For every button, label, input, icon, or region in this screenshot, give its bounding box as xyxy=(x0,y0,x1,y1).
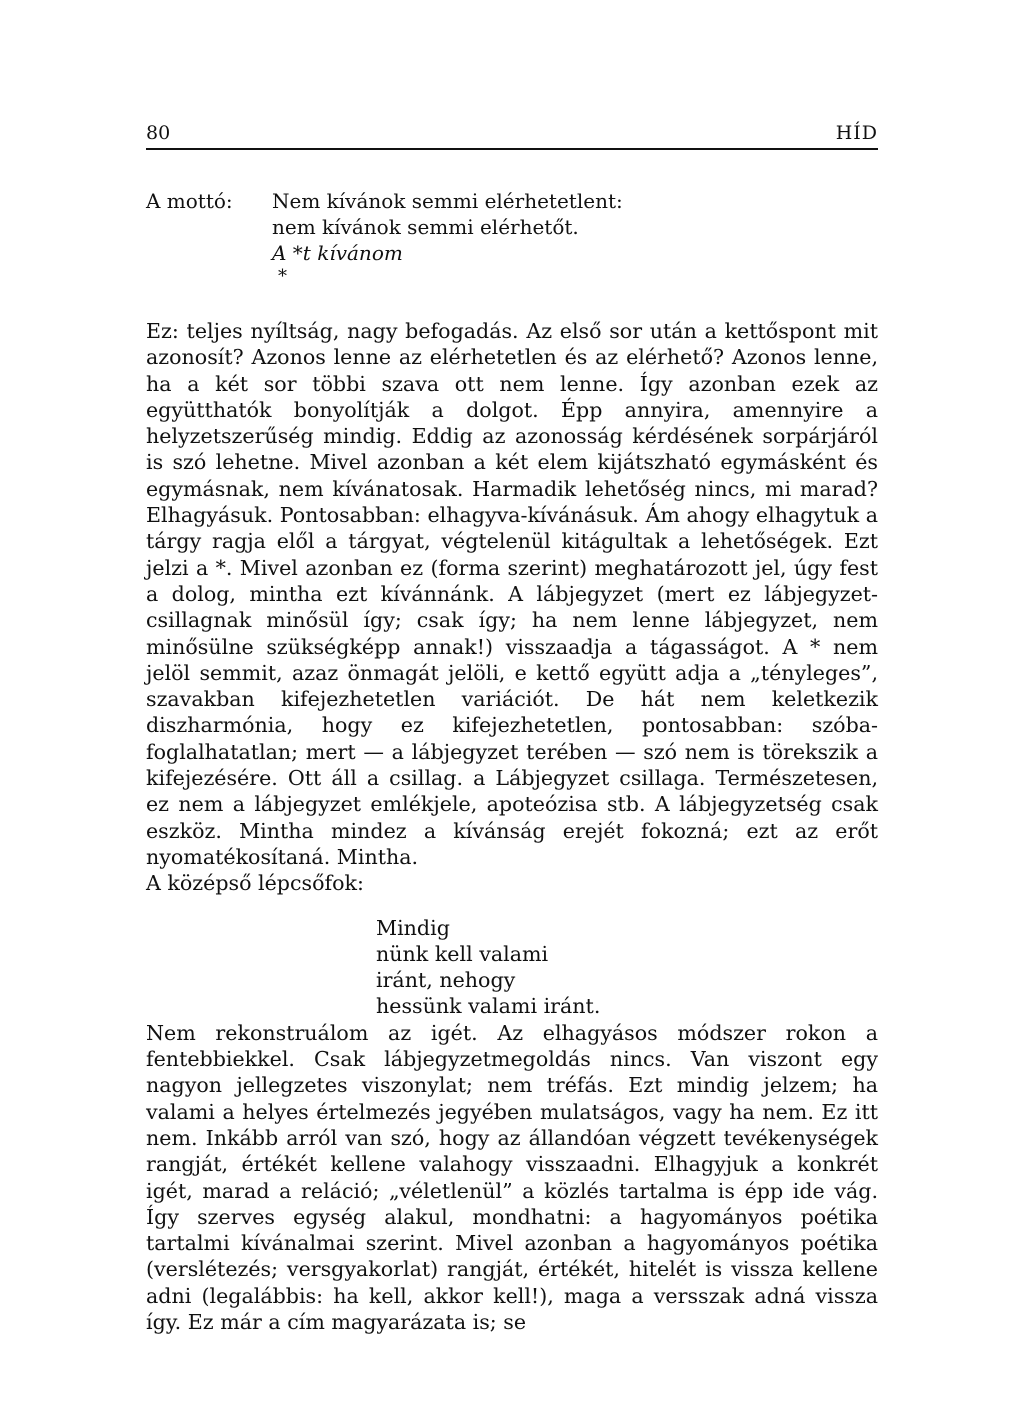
paragraph-1: Ez: teljes nyíltság, nagy befogadás. Az első sor után a kettőspont mit azonosít? Azonos lenne az elérhetetlen és az elérhető? Azonos lenne, ha a két sor többi szava ott nem lenne. Így azonban ezek az együtthatók bonyolítják a dolgot. Épp annyira, amennyire a helyzetszerűség mindig. Eddig az azonosság kérdésének sorpárjáról is szó lehetne. Mivel azonban a két elem kijátszható egymásként és egymásnak, nem kívánatosak. Harmadik lehetőség nincs, mi marad? Elhagyásuk. Pontosabban: elhagyva-kívánásuk. Ám ahogy elhagytuk a tárgy ragja elől a tárgyat, végtelenül kitágultak a lehetőségek. Ezt jelzi a *. Mivel azonban ez (forma szerint) meghatározott jel, úgy fest a dolog, mintha ezt kívánnánk. A lábjegyzet (mert ez lábjegyzet-csillagnak minősül így; csak így; ha nem lenne lábjegyzet, nem minősülne szükségképp annak!) visszaadja a tágasságot. A * nem jelöl semmit, azaz önmagát jelöli, e kettő együtt adja a „tényleges”, szavakban kifejezhetetlen variációt. De hát nem keletkezik diszharmónia, hogy ez kifejezhetetlen, pontosabban: szóba-foglalhatatlan; mert — a lábjegyzet terében — szó nem is törekszik a kifejezésére. Ott áll a csillag. a Lábjegyzet csillaga. Természetesen, ez nem a lábjegyzet emlékjele, apoteózisa stb. A lábjegyzetség csak eszköz. Mintha mindez a kívánság erejét fokozná; ezt az erőt nyomatékosítaná. Mintha. xyxy=(146,319,878,869)
footnote-star: * xyxy=(278,266,287,287)
verse-block xyxy=(376,915,878,1020)
motto-first-row xyxy=(146,188,878,214)
verse-line-4: hessünk valami iránt. xyxy=(376,994,601,1019)
middle-step-label: A középső lépcsőfok: xyxy=(146,871,364,896)
motto-line-1: Nem kívánok semmi elérhetetlent: xyxy=(272,189,623,213)
paragraph-2: Nem rekonstruálom az igét. Az elhagyásos módszer rokon a fentebbiekkel. Csak lábjegyzetmegoldás nincs. Van viszont egy nagyon jellegzetes viszonylat; nem tréfás. Ezt mindig jelzem; ha valami a helyes értelmezés jegyében mulatságos, vagy ha nem. Ez itt nem. Inkább arról van szó, hogy az állandóan végzett tevékenységek rangját, értékét kellene valahogy visszaadni. Elhagyjuk a konkrét igét, marad a reláció; „véletlenül” a közlés tartalma is épp ide vág. Így szerves egység alakul, mondhatni: a hagyományos poétika tartalmi kívánalmai szerint. Mivel azonban a hagyományos poétika (verslétezés; versgyakorlat) rangját, értékét, hitelét is vissza kellene adni (legalábbis: ha kell, akkor kell!), maga a versszak adná vissza így. Ez már a cím magyarázata is; se xyxy=(146,1020,878,1334)
page-number: 80 xyxy=(146,122,171,144)
motto-label: A mottó: xyxy=(146,189,233,213)
verse-line-1: Mindig xyxy=(376,915,450,940)
body-text xyxy=(146,318,878,1335)
motto-block xyxy=(146,188,878,288)
running-title: HÍD xyxy=(835,122,878,144)
verse-line-2: nünk kell valami xyxy=(376,941,549,966)
page-header xyxy=(146,118,878,150)
verse-line-3: iránt, nehogy xyxy=(376,968,516,993)
motto-line-2: nem kívánok semmi elérhetőt. xyxy=(272,215,579,239)
motto-line-3: A *t kívánom xyxy=(272,241,403,265)
page xyxy=(146,118,878,1335)
